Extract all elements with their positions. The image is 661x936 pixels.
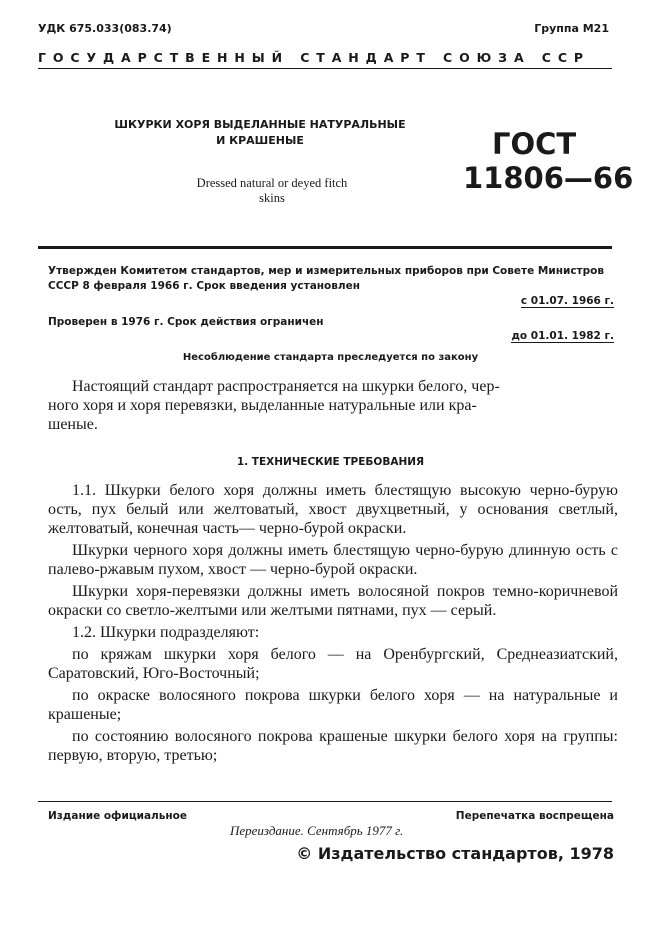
paragraph-marbled-polecat: Шкурки хоря-перевязки должны иметь волосяной покров темно-коричневой окраски со светло-желтыми или желтыми пятнами, пух — серый. (48, 583, 618, 619)
list-item-regions: по кряжам шкурки хоря белого — на Оренбургский, Среднеазиатский, Саратовский, Юго-Восточный; (48, 646, 618, 682)
intro-line-3: шеные. (48, 416, 98, 433)
intro-line-2: ного хоря и хоря перевязки, выделанные натуральные или кра- (48, 397, 477, 414)
gost-number: 11806—66 (463, 161, 634, 195)
paragraph-1-2: 1.2. Шкурки подразделяют: (72, 624, 260, 641)
reprint-notice: Перепечатка воспрещена (455, 810, 614, 822)
title-line-1: ШКУРКИ ХОРЯ ВЫДЕЛАННЫЕ НАТУРАЛЬНЫЕ (114, 118, 406, 131)
document-title (100, 117, 420, 149)
english-title (160, 176, 384, 206)
paragraph-black-fitch: Шкурки черного хоря должны иметь блестящую черно-бурую длинную ость с палево-ржавым пухом, хвост — черно-бурой окраски. (48, 542, 618, 578)
header-divider (38, 68, 612, 69)
group-code: Группа М21 (534, 22, 609, 35)
start-date-value: с 01.07. 1966 г. (520, 295, 614, 307)
copyright: © Издательство стандартов, 1978 (296, 844, 614, 863)
penalty-notice: Несоблюдение стандарта преследуется по закону (182, 352, 479, 363)
english-title-line-2: skins (259, 191, 285, 205)
reissue-note: Переиздание. Сентябрь 1977 г. (230, 823, 404, 838)
udk-code: УДК 675.033(083.74) (38, 22, 172, 35)
checked-text: Проверен в 1976 г. Срок действия ограничен (48, 316, 324, 328)
end-date-value: до 01.01. 1982 г. (511, 330, 614, 342)
start-date (521, 295, 614, 307)
section-title: 1. ТЕХНИЧЕСКИЕ ТРЕБОВАНИЯ (236, 456, 425, 468)
section-body (48, 481, 618, 768)
intro-paragraph (48, 377, 618, 434)
paragraph-1-1: 1.1. Шкурки белого хоря должны иметь блестящую высокую черно-бурую ость, пух белый или желтоватый, хвост двухцветный, у основания светлый, желтоватый, конечная часть— черно-бурой окраски. (48, 482, 618, 537)
intro-line-1: Настоящий стандарт распространяется на шкурки белого, чер- (72, 378, 500, 395)
title-divider (38, 246, 612, 249)
title-line-2: И КРАШЕНЫЕ (216, 134, 304, 147)
edition-label: Издание официальное (48, 810, 187, 822)
footer-divider (38, 801, 612, 802)
approval-text: Утвержден Комитетом стандартов, мер и измерительных приборов при Совете Министров СССР 8 февраля 1966 г. Срок введения установлен (48, 265, 604, 292)
list-item-groups: по состоянию волосяного покрова крашеные шкурки белого хоря на группы: первую, вторую, третью; (48, 728, 618, 764)
english-title-line-1: Dressed natural or deyed fitch (196, 176, 348, 190)
gost-label: ГОСТ (492, 127, 577, 161)
end-date (511, 330, 614, 342)
state-standard-heading: ГОСУДАРСТВЕННЫЙ СТАНДАРТ СОЮЗА ССР (38, 50, 590, 65)
list-item-color: по окраске волосяного покрова шкурки белого хоря — на натуральные и крашеные; (48, 687, 618, 723)
